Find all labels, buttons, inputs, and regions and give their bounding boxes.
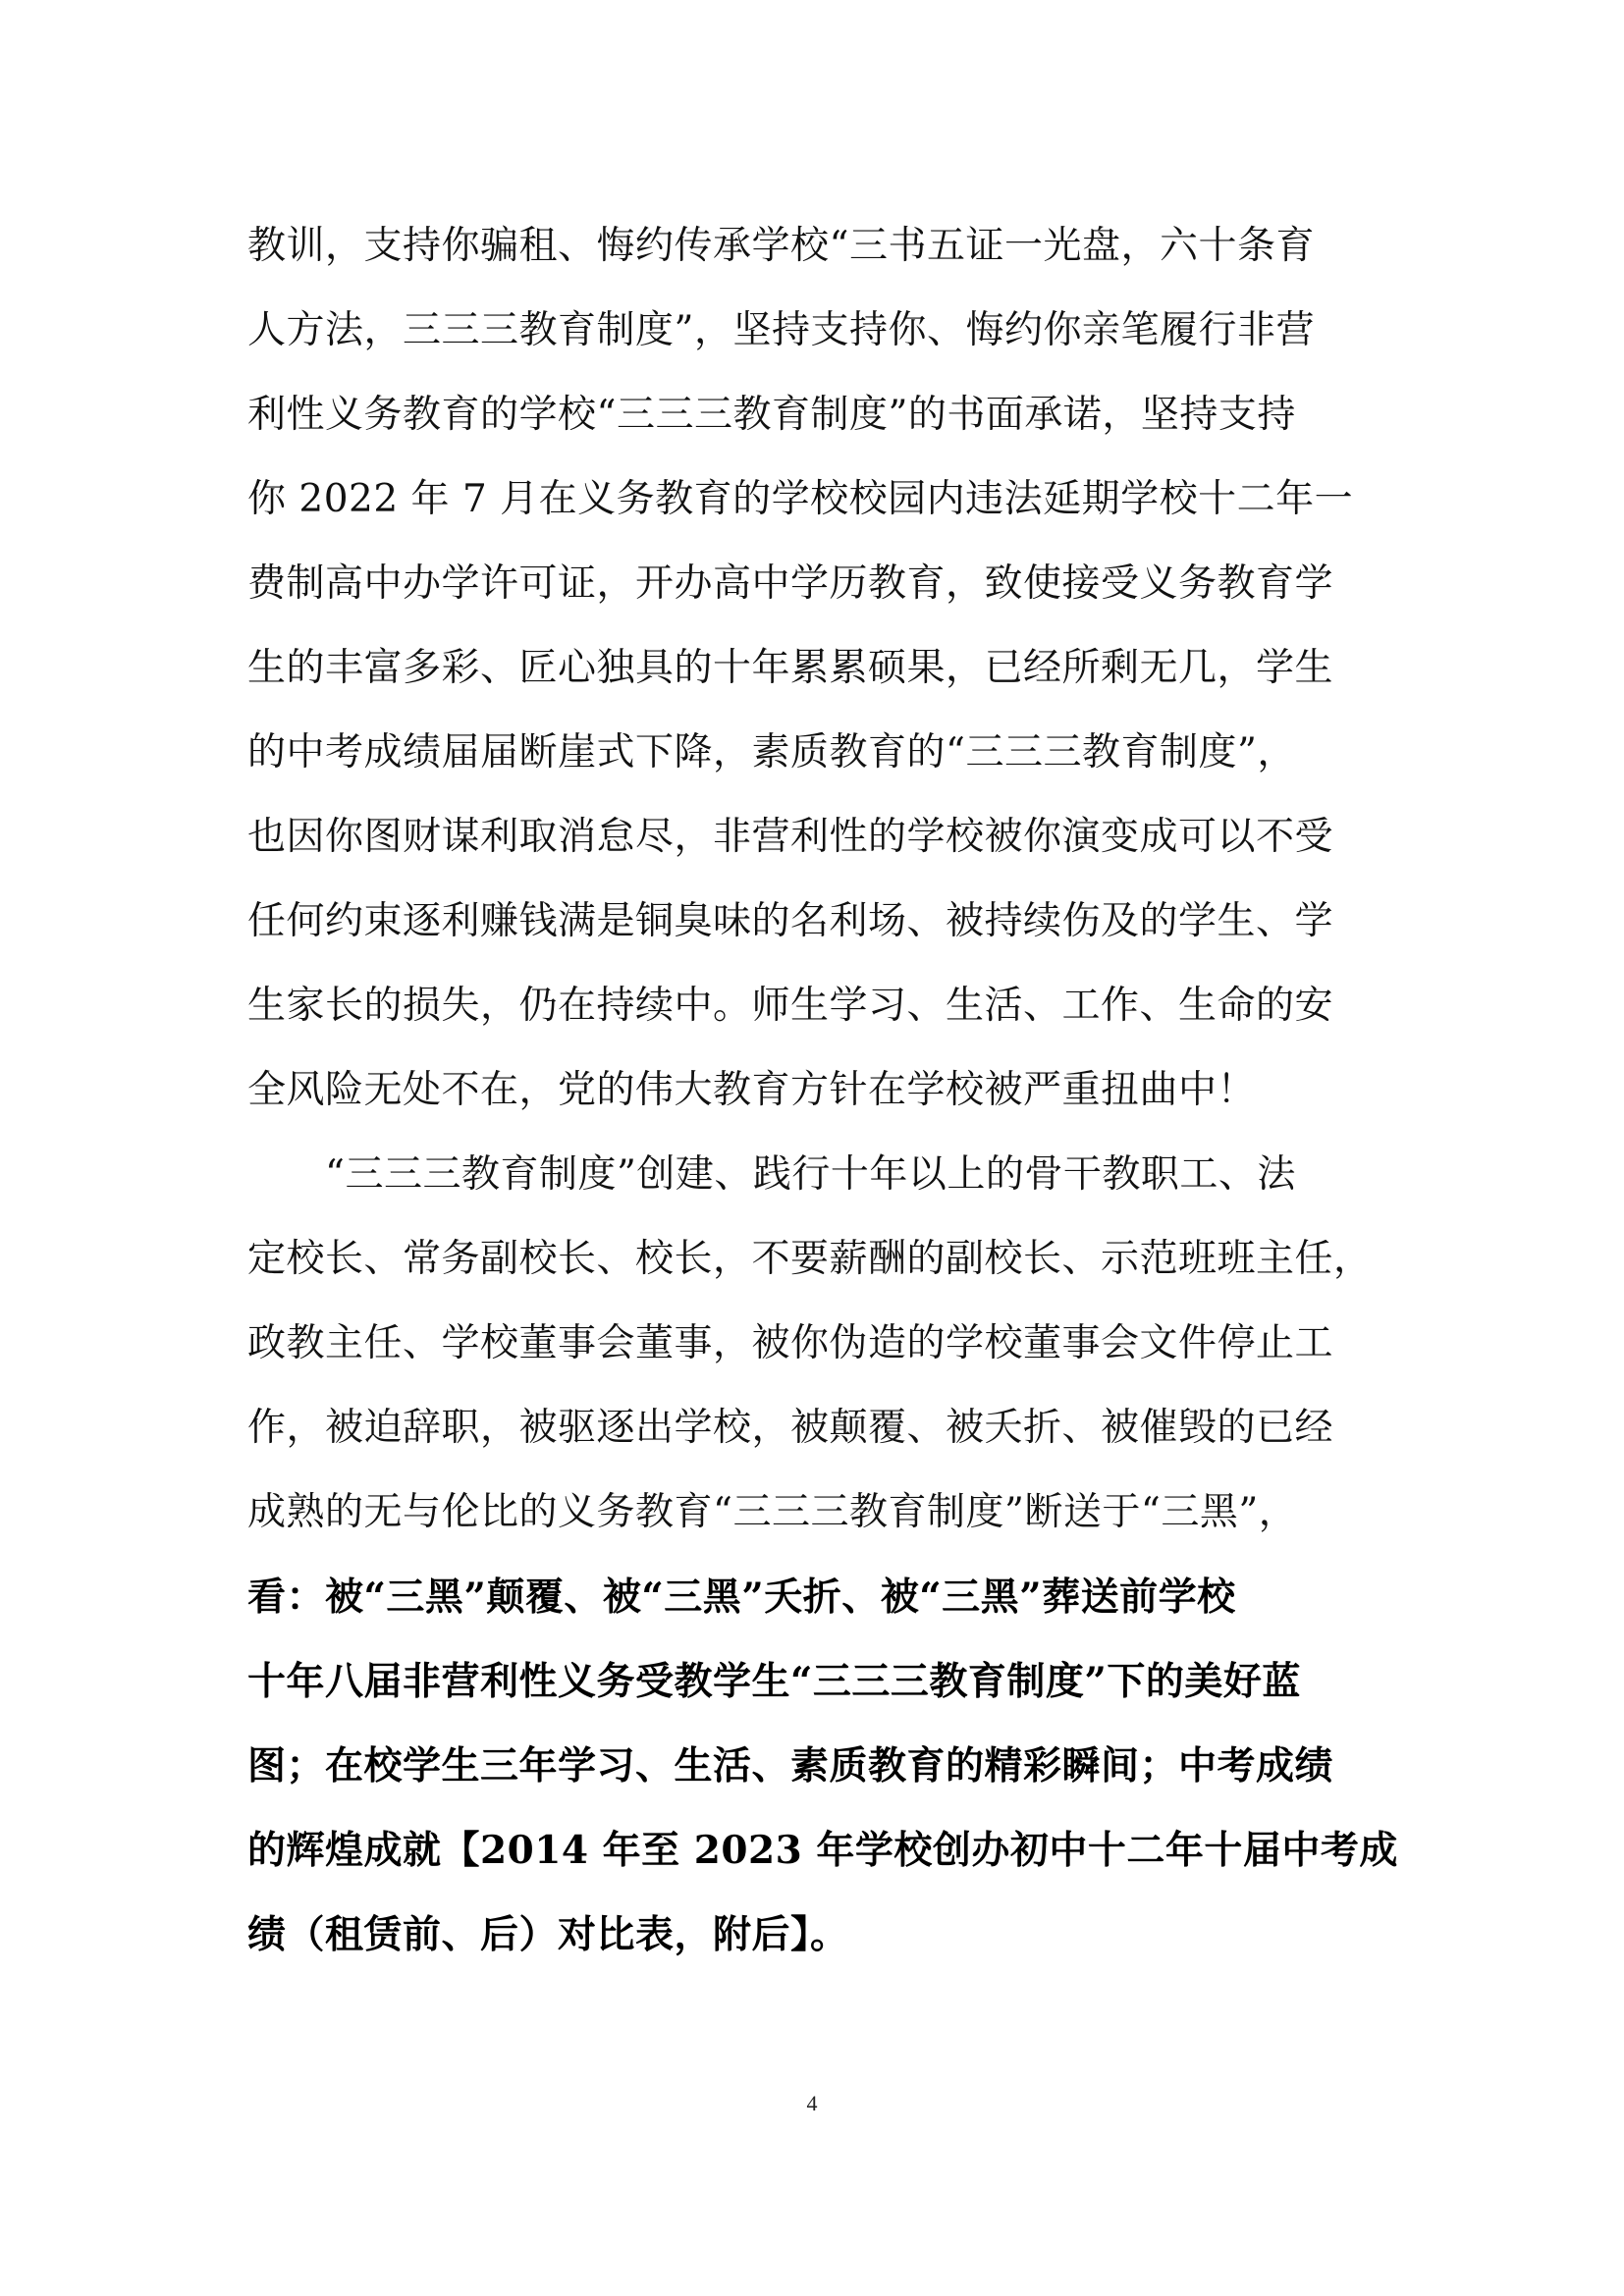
- text-line: 费制高中办学许可证，开办高中学历教育，致使接受义务教育学: [247, 561, 1334, 606]
- paragraph-start-line: “三三三教育制度”创建、践行十年以上的骨干教职工、法: [247, 1152, 1296, 1197]
- page-number: 4: [806, 2091, 818, 2115]
- text-line: 利性义务教育的学校“三三三教育制度”的书面承诺，坚持支持: [247, 393, 1296, 437]
- text-line: 定校长、常务副校长、校长，不要薪酬的副校长、示范班班主任，: [247, 1237, 1373, 1281]
- bold-text-line: 十年八届非营利性义务受教学生“三三三教育制度”下的美好蓝: [247, 1659, 1301, 1704]
- bold-text-line: 图；在校学生三年学习、生活、素质教育的精彩瞬间；中考成绩: [247, 1743, 1334, 1789]
- text-line: 你 2022 年 7 月在义务教育的学校校园内违法延期学校十二年一: [247, 477, 1354, 521]
- text-line: 政教主任、学校董事会董事，被你伪造的学校董事会文件停止工: [247, 1321, 1334, 1365]
- text-line: 教训，支持你骗租、悔约传承学校“三书五证一光盘，六十条育: [247, 224, 1315, 268]
- text-line: 任何约束逐利赚钱满是铜臭味的名利场、被持续伤及的学生、学: [247, 899, 1334, 943]
- text-line: 也因你图财谋利取消怠尽，非营利性的学校被你演变成可以不受: [247, 815, 1334, 859]
- text-line: 作，被迫辞职，被驱逐出学校，被颠覆、被夭折、被催毁的已经: [247, 1406, 1334, 1450]
- text-line: 人方法，三三三教育制度”，坚持支持你、悔约你亲笔履行非营: [247, 308, 1315, 352]
- text-line: 生的丰富多彩、匠心独具的十年累累硕果，已经所剩无几，学生: [247, 646, 1334, 690]
- bold-text-line: 的辉煌成就【2014 年至 2023 年学校创办初中十二年十届中考成: [247, 1828, 1398, 1873]
- bold-text-line: 看：被“三黑”颠覆、被“三黑”夭折、被“三黑”葬送前学校: [247, 1575, 1236, 1620]
- text-line: 的中考成绩届届断崖式下降，素质教育的“三三三教育制度”，: [247, 730, 1296, 774]
- text-line: 成熟的无与伦比的义务教育“三三三教育制度”断送于“三黑”，: [247, 1490, 1298, 1534]
- text-line: 全风险无处不在，党的伟大教育方针在学校被严重扭曲中！: [247, 1068, 1257, 1112]
- bold-text-line: 绩（租赁前、后）对比表，附后】。: [247, 1912, 849, 1957]
- body-text: [247, 204, 1398, 1977]
- text-line: 生家长的损失，仍在持续中。师生学习、生活、工作、生命的安: [247, 984, 1334, 1028]
